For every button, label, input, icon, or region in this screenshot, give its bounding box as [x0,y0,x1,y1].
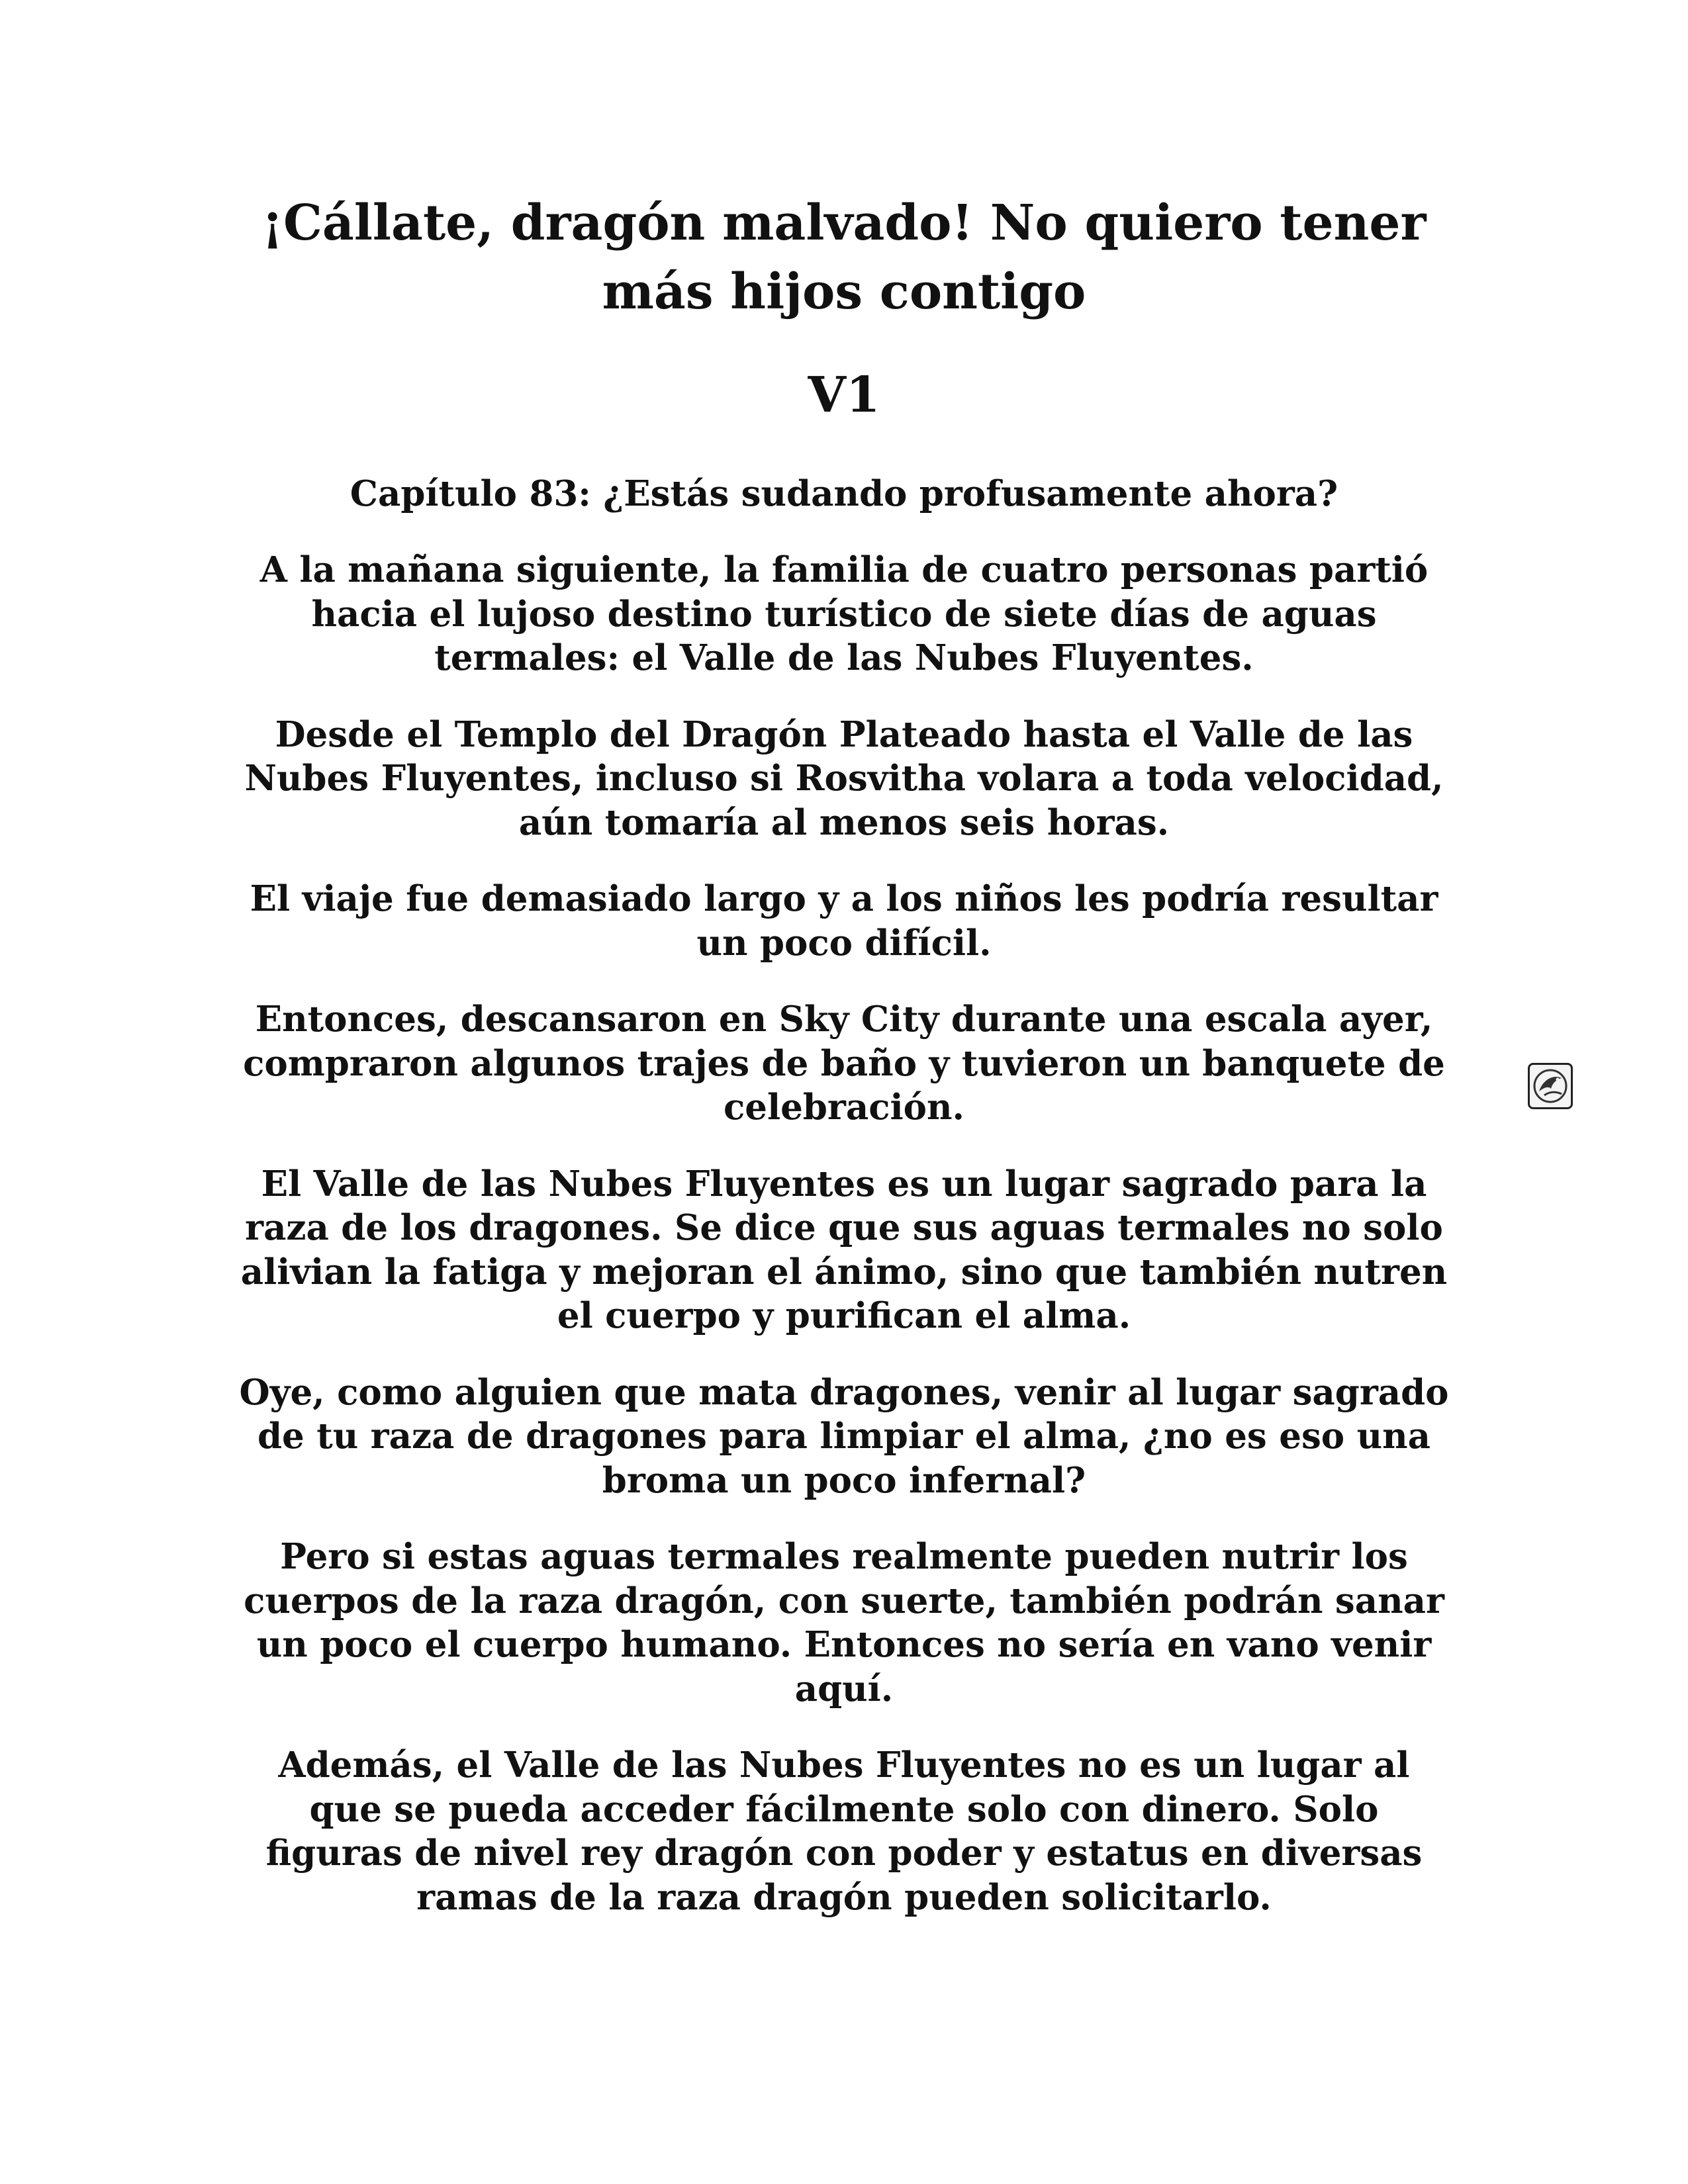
paragraph: El Valle de las Nubes Fluyentes es un lugar sagrado para la raza de los dragones. Se dice que sus aguas termales no solo alivian la fatiga y mejoran el ánimo, sino que también nutren el cuerpo y purifican el alma. [240,1163,1448,1336]
paragraph: Además, el Valle de las Nubes Fluyentes no es un lugar al que se pueda acceder fácilmente solo con dinero. Solo figuras de nivel rey dragón con poder y estatus en diversas ramas de la raza dragón pueden solicitarlo. [265,1745,1423,1918]
dragon-emblem-graphic [1530,1065,1571,1107]
document-title: ¡Cállate, dragón malvado! No quiero tener más hijos contigo [261,195,1427,320]
dragon-emblem-icon[interactable] [1528,1063,1573,1109]
paragraph: A la mañana siguiente, la familia de cuatro personas partió hacia el lujoso destino turístico de siete días de aguas termales: el Valle de las Nubes Fluyentes. [259,549,1429,678]
paragraph: Pero si estas aguas termales realmente pueden nutrir los cuerpos de la raza dragón, con suerte, también podrán sanar un poco el cuerpo humano. Entonces no sería en vano venir aquí. [244,1536,1444,1709]
paragraph: El viaje fue demasiado largo y a los niños les podría resultar un poco difícil. [250,878,1438,964]
paragraph: Desde el Templo del Dragón Plateado hasta el Valle de las Nubes Fluyentes, incluso si Rosvitha volara a toda velocidad, aún tomaría al menos seis horas. [244,713,1444,843]
paragraph: Oye, como alguien que mata dragones, venir al lugar sagrado de tu raza de dragones para limpiar el alma, ¿no es eso una broma un poco infernal? [239,1371,1449,1501]
document-page [238,189,1450,1919]
paragraph: Entonces, descansaron en Sky City durante una escala ayer, compraron algunos trajes de baño y tuvieron un banquete de celebración. [243,999,1445,1128]
volume-label: V1 [808,367,880,424]
chapter-heading: Capítulo 83: ¿Estás sudando profusamente ahora? [350,473,1338,514]
